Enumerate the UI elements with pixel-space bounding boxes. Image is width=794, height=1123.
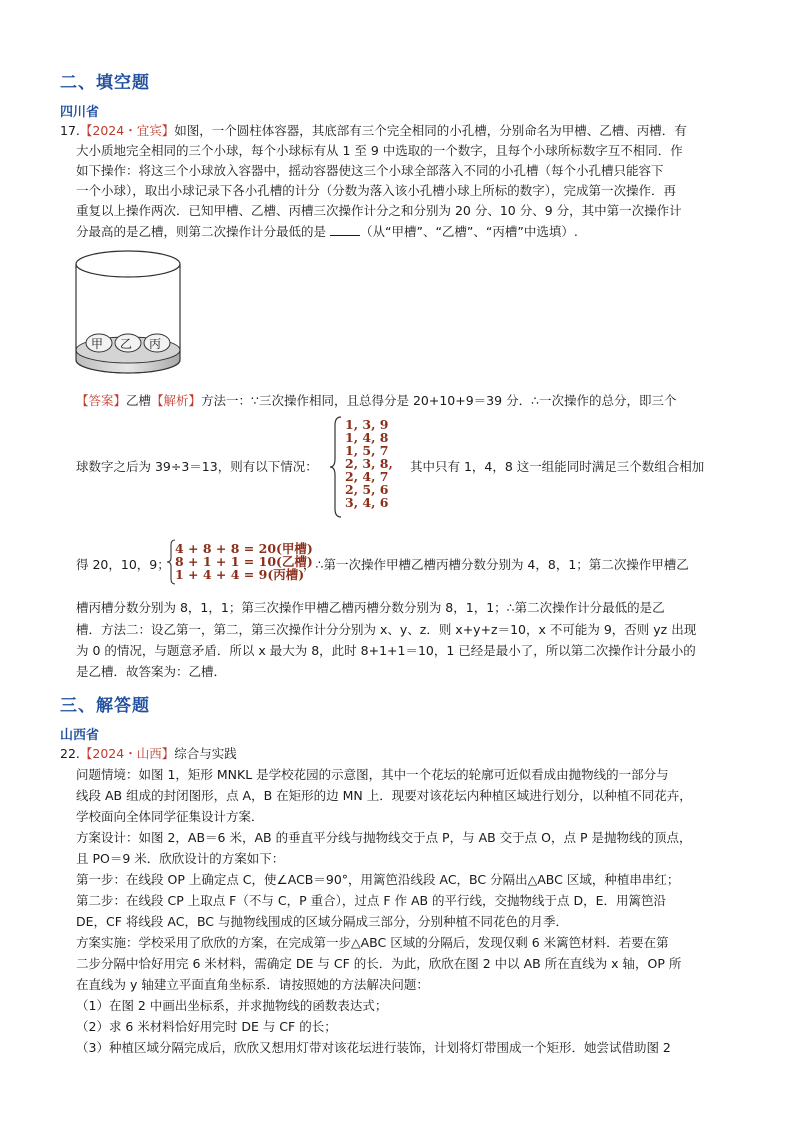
sub-question: （1）在图 2 中画出坐标系，并求抛物线的函数表达式； (76, 998, 388, 1013)
hole-label: 丙 (149, 337, 162, 351)
case-row: 1, 4, 8 (345, 430, 389, 445)
question-number: 17. (60, 123, 80, 138)
sub-question: （2）求 6 米材料恰好用完时 DE 与 CF 的长； (76, 1019, 337, 1034)
analysis-text: 方法一：∵三次操作相同，且总得分是 20+10+9＝39 分．∴一次操作的总分，即三个 (201, 393, 677, 408)
analysis-text: ，∴第一次操作甲槽乙槽丙槽分数分别为 4，8，1；第二次操作甲槽乙 (303, 557, 689, 572)
left-brace-icon (329, 415, 343, 519)
question-text: 方案实施：学校采用了欣欣的方案，在完成第一步△ABC 区域的分隔后，发现仅剩 6 米篱笆材料．若要在第 (76, 935, 669, 950)
hole-label: 乙 (120, 337, 133, 351)
sub-question: （3）种植区域分隔完成后，欣欣又想用灯带对该花坛进行装饰，计划将灯带围成一个矩形．她尝试借助图 2 (76, 1040, 671, 1055)
answer-line (76, 391, 677, 410)
question-text: 一个小球），取出小球记录下各小孔槽的计分（分数为落入该小孔槽小球上所标的数字），完成第一次操作．再 (76, 183, 677, 198)
analysis-text: 为 0 的情况，与题意矛盾．所以 x 最大为 8，此时 8+1+1＝10，1 已经是最小了，所以第二次操作计分最小的 (76, 643, 696, 658)
question-heading: 综合与实践 (174, 746, 237, 761)
question-text: 学校面向全体同学征集设计方案． (76, 809, 264, 824)
analysis-text: 其中只有 1，4，8 这一组能同时满足三个数组合相加 (410, 459, 705, 474)
question-text: 二步分隔中恰好用完 6 米材料，需确定 DE 与 CF 的长．为此，欣欣在图 2 中以 AB 所在直线为 x 轴，OP 所 (76, 956, 682, 971)
analysis-text: 得 20，10，9； (76, 557, 170, 572)
sum-row: 1 + 4 + 4 = 9(丙槽) (175, 567, 305, 582)
question-text: DE，CF 将线段 AC，BC 与抛物线围成的区域分隔成三部分，分别种植不同花色的月季． (76, 914, 569, 929)
question-first-line (60, 744, 237, 763)
case-row: 1, 3, 9 (345, 417, 389, 432)
answer-tag: 【答案】 (76, 393, 127, 408)
case-row: 2, 4, 7 (345, 469, 389, 484)
analysis-text: 槽丙槽分数分别为 8，1，1；第三次操作甲槽乙槽丙槽分数分别为 8，1，1；∴第二次操作计分最低的是乙 (76, 600, 665, 615)
answer-blank (330, 223, 360, 236)
province-label: 四川省 (60, 105, 100, 120)
question-source-tag: 【2024・山西】 (79, 746, 175, 761)
answer-value: 乙槽 (126, 393, 152, 408)
section-title: 二、填空题 (60, 73, 150, 93)
case-row: 3, 4, 6 (345, 495, 389, 510)
case-row: 2, 5, 6 (345, 482, 389, 497)
province-label: 山西省 (60, 728, 100, 743)
question-text: 线段 AB 组成的封闭图形，点 A，B 在矩形的边 MN 上．现要对该花坛内种植区域进行划分，以种植不同花卉， (76, 788, 692, 803)
case-row: 2, 3, 8, (345, 456, 393, 471)
analysis-tag: 【解析】 (151, 393, 202, 408)
case-list (345, 418, 393, 509)
analysis-text: 是乙槽．故答案为：乙槽． (76, 664, 227, 679)
question-text: 问题情境：如图 1，矩形 MNKL 是学校花园的示意图，其中一个花坛的轮廓可近似看成由抛物线的一部分与 (76, 767, 669, 782)
question-text: 第一步：在线段 OP 上确定点 C，使∠ACB＝90°，用篱笆沿线段 AC，BC 分隔出△ABC 区域，种植串串红； (76, 872, 680, 887)
question-text: 方案设计：如图 2，AB＝6 米，AB 的垂直平分线与抛物线交于点 P，与 AB 交于点 O，点 P 是抛物线的顶点， (76, 830, 692, 845)
question-first-line (60, 121, 687, 140)
case-row: 1, 5, 7 (345, 443, 389, 458)
question-text: 且 PO＝9 米．欣欣设计的方案如下： (76, 851, 285, 866)
question-source-tag: 【2024・宜宾】 (79, 123, 175, 138)
sum-row: 4 + 8 + 8 = 20(甲槽) (175, 541, 313, 556)
question-text: 第二步：在线段 CP 上取点 F（不与 C，P 重合），过点 F 作 AB 的平行线，交抛物线于点 D，E．用篱笆沿 (76, 893, 667, 908)
question-text: 在直线为 y 轴建立平面直角坐标系．请按照她的方法解决问题： (76, 977, 429, 992)
hole-label: 甲 (91, 337, 104, 351)
sum-equations (175, 542, 313, 581)
analysis-text: 球数字之后为 39÷3＝13，则有以下情况： (76, 459, 318, 474)
question-text: 大小质地完全相同的三个小球，每个小球标有从 1 至 9 中选取的一个数字，且每个小球所标数字互不相同．作 (76, 143, 683, 158)
cylinder-container-figure (74, 248, 184, 376)
section-title: 三、解答题 (60, 696, 150, 716)
question-text: 如图，一个圆柱体容器，其底部有三个完全相同的小孔槽，分别命名为甲槽、乙槽、丙槽．有 (174, 123, 687, 138)
analysis-text: 槽．方法二：设乙第一，第二，第三次操作计分分别为 x、y、z．则 x+y+z＝10，x 不可能为 9，否则 yz 出现 (76, 622, 697, 637)
sum-row: 8 + 1 + 1 = 10(乙槽) (175, 554, 313, 569)
question-text-last: 分最高的是乙槽，则第二次操作计分最低的是 （从“甲槽”、“乙槽”、“丙槽”中选填）. (76, 224, 578, 239)
question-text: 重复以上操作两次．已知甲槽、乙槽、丙槽三次操作计分之和分别为 20 分、10 分、9 分，其中第一次操作计 (76, 203, 682, 218)
question-number: 22. (60, 746, 80, 761)
question-text: 如下操作：将这三个小球放入容器中，摇动容器使这三个小球全部落入不同的小孔槽（每个小孔槽只能容下 (76, 163, 664, 178)
